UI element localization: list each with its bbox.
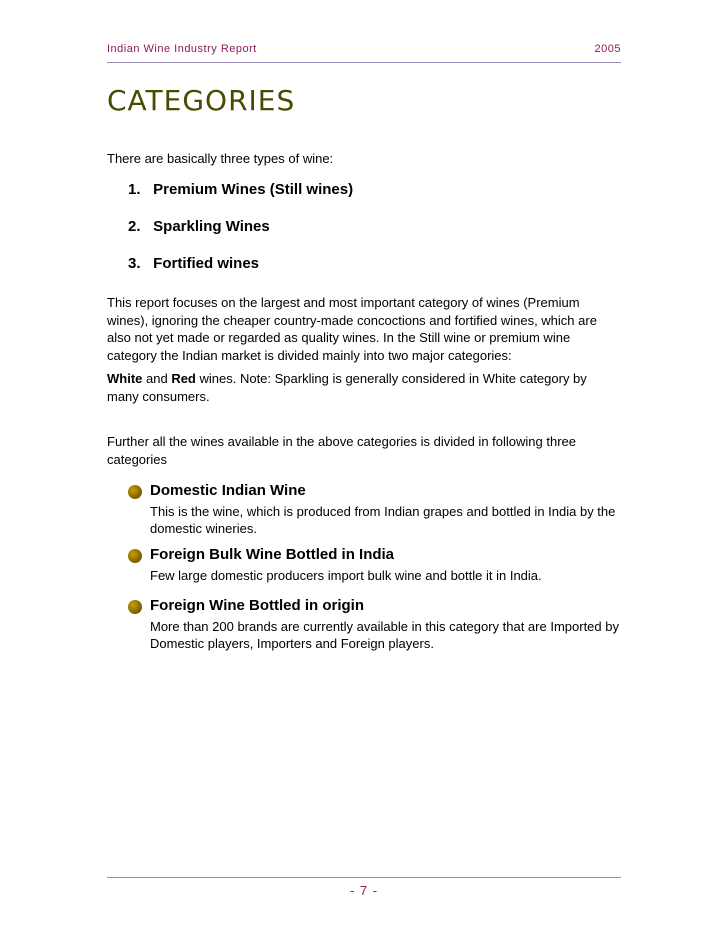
- list-item-label: Premium Wines (Still wines): [153, 181, 354, 198]
- list-item: [128, 217, 353, 254]
- white-label: White: [107, 371, 143, 386]
- wine-types-list: [128, 180, 353, 291]
- header-report-title: Indian Wine Industry Report: [107, 43, 257, 55]
- list-item-label: Fortified wines: [153, 255, 260, 272]
- report-focus-paragraph: This report focuses on the largest and most important category of wines (Premium wines), ignoring the cheaper country-made concoctions and fortified wines, which are also not yet made or regarded as quality wines. In the Still wine or premium wine category the Indian market is divided mainly into two major categories:: [107, 295, 597, 363]
- further-paragraph: Further all the wines available in the above categories is divided in following three categories: [107, 434, 576, 467]
- category-description: More than 200 brands are currently available in this category that are Imported by Domestic players, Importers and Foreign players.: [150, 619, 619, 651]
- note-text: wines. Note: Sparkling is generally considered in White category by many consumers.: [107, 371, 587, 404]
- list-number: 3.: [128, 255, 141, 272]
- list-item: [128, 180, 353, 217]
- header-year: 2005: [594, 43, 621, 55]
- category-description: This is the wine, which is produced from Indian grapes and bottled in India by the domestic wineries.: [150, 504, 616, 536]
- category-title: Foreign Bulk Wine Bottled in India: [150, 546, 395, 563]
- bullet-icon: [128, 600, 142, 614]
- category-title: Domestic Indian Wine: [150, 482, 306, 499]
- red-label: Red: [171, 371, 196, 386]
- list-number: 1.: [128, 181, 141, 198]
- and-text: and: [142, 371, 172, 386]
- page-header: [107, 40, 621, 63]
- section-title: CATEGORIES: [107, 84, 296, 117]
- intro-text: There are basically three types of wine:: [107, 151, 334, 166]
- bullet-icon: [128, 549, 142, 563]
- list-item: [128, 254, 353, 291]
- white-red-paragraph: [107, 370, 621, 405]
- page-number: - 7 -: [349, 883, 379, 898]
- list-number: 2.: [128, 218, 141, 235]
- category-title: Foreign Wine Bottled in origin: [150, 597, 365, 614]
- footer-rule: [107, 877, 621, 878]
- list-item-label: Sparkling Wines: [153, 218, 270, 235]
- category-description: Few large domestic producers import bulk wine and bottle it in India.: [150, 568, 542, 583]
- bullet-icon: [128, 485, 142, 499]
